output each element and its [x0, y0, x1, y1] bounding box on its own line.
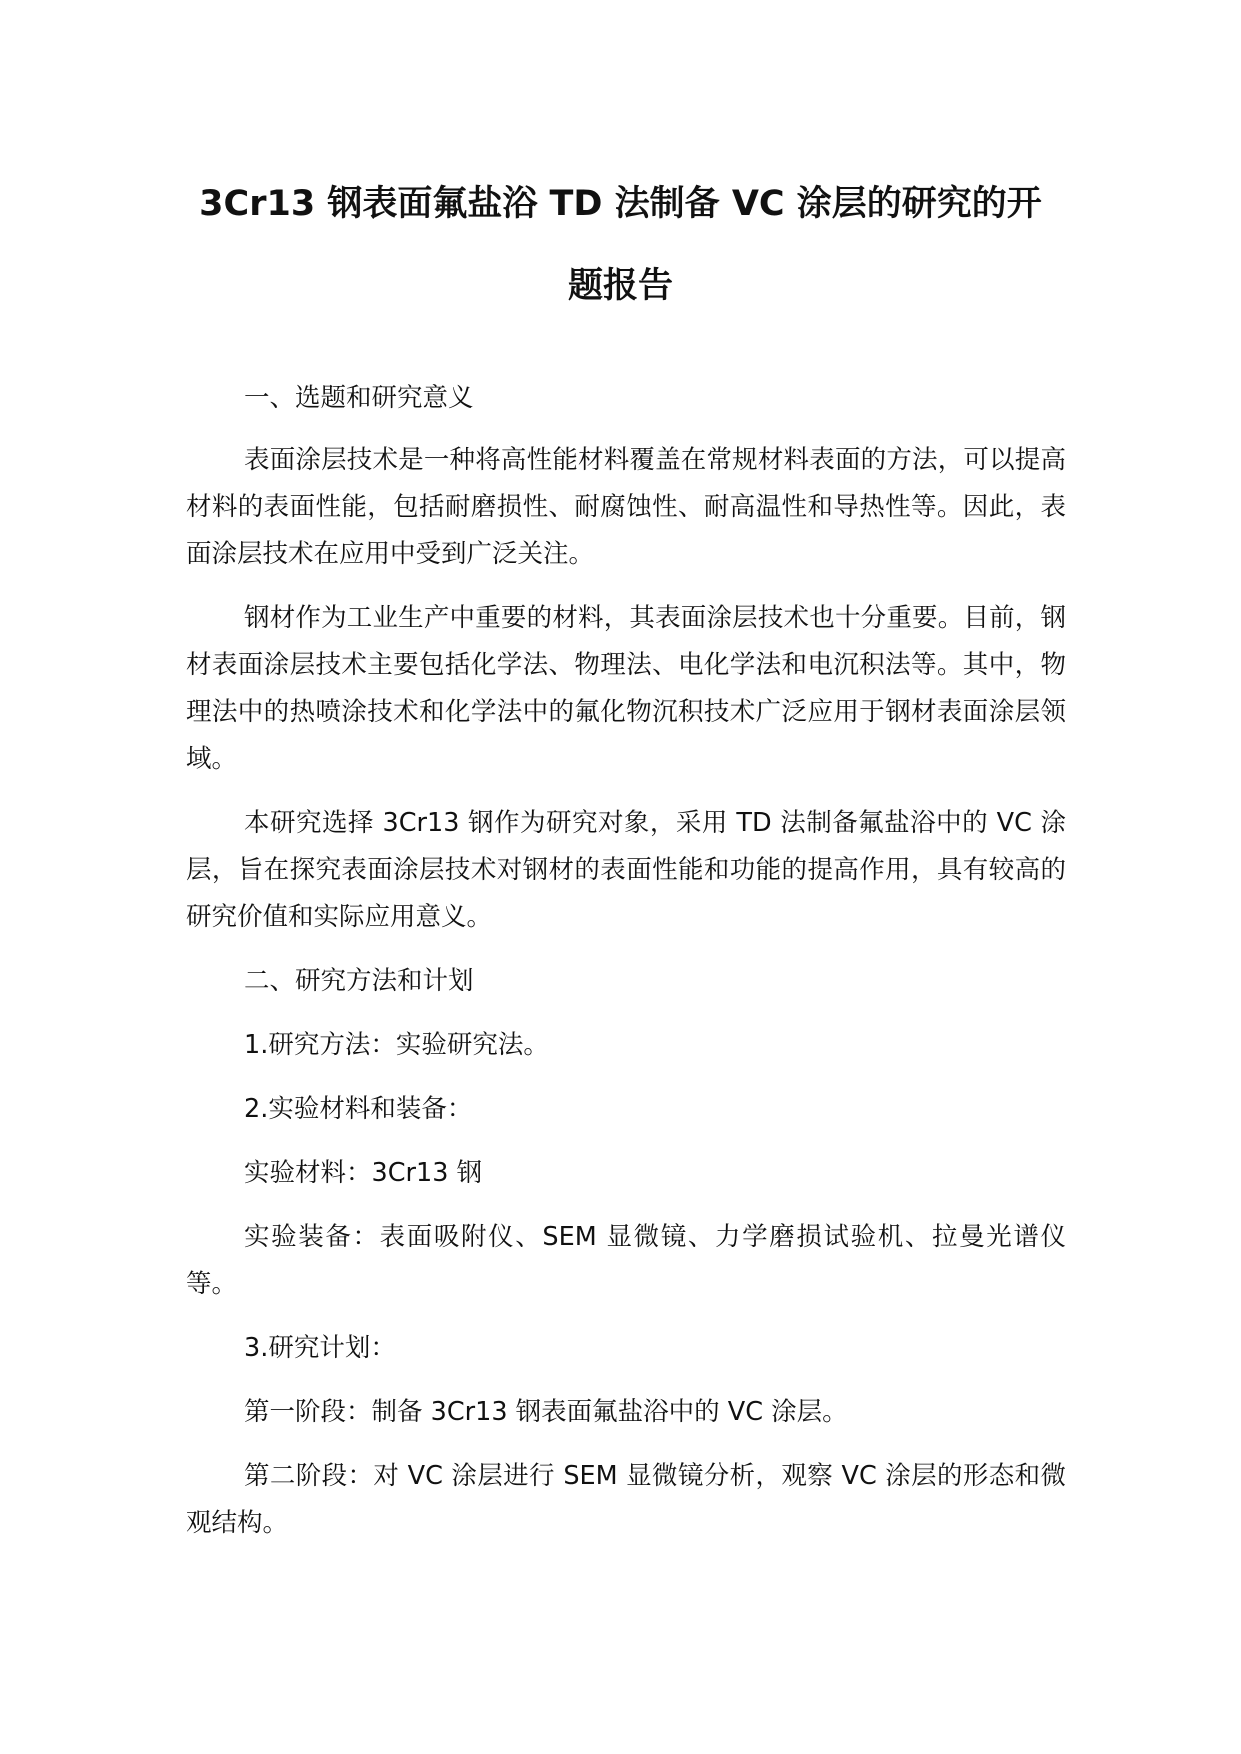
section-heading-2: 二、研究方法和计划: [244, 966, 474, 996]
plan-heading: 3.研究计划：: [244, 1333, 396, 1363]
document-body: [186, 375, 1066, 1547]
document-title-line-2: 题报告: [567, 266, 673, 306]
paragraph-significance-3: 本研究选择 3Cr13 钢作为研究对象，采用 TD 法制备氟盐浴中的 VC 涂层，旨在探究表面涂层技术对钢材的表面性能和功能的提高作用，具有较高的研究价值和实际应用意义。: [186, 808, 1066, 932]
paragraph-significance-2: 钢材作为工业生产中重要的材料，其表面涂层技术也十分重要。目前，钢材表面涂层技术主要包括化学法、物理法、电化学法和电沉积法等。其中，物理法中的热喷涂技术和化学法中的氟化物沉积技术广泛应用于钢材表面涂层领域。: [186, 603, 1066, 774]
research-method: 1.研究方法：实验研究法。: [244, 1030, 549, 1060]
plan-stage-2: 第二阶段：对 VC 涂层进行 SEM 显微镜分析，观察 VC 涂层的形态和微观结构。: [186, 1461, 1066, 1538]
experiment-equipment: 实验装备：表面吸附仪、SEM 显微镜、力学磨损试验机、拉曼光谱仪等。: [186, 1222, 1066, 1299]
experiment-materials: 实验材料：3Cr13 钢: [244, 1158, 483, 1188]
materials-heading: 2.实验材料和装备：: [244, 1094, 473, 1124]
paragraph-significance-1: 表面涂层技术是一种将高性能材料覆盖在常规材料表面的方法，可以提高材料的表面性能，包括耐磨损性、耐腐蚀性、耐高温性和导热性等。因此，表面涂层技术在应用中受到广泛关注。: [186, 445, 1066, 569]
plan-stage-1: 第一阶段：制备 3Cr13 钢表面氟盐浴中的 VC 涂层。: [244, 1397, 848, 1427]
section-heading-1: 一、选题和研究意义: [244, 383, 474, 413]
document-title-line-1: 3Cr13 钢表面氟盐浴 TD 法制备 VC 涂层的研究的开: [199, 184, 1042, 224]
